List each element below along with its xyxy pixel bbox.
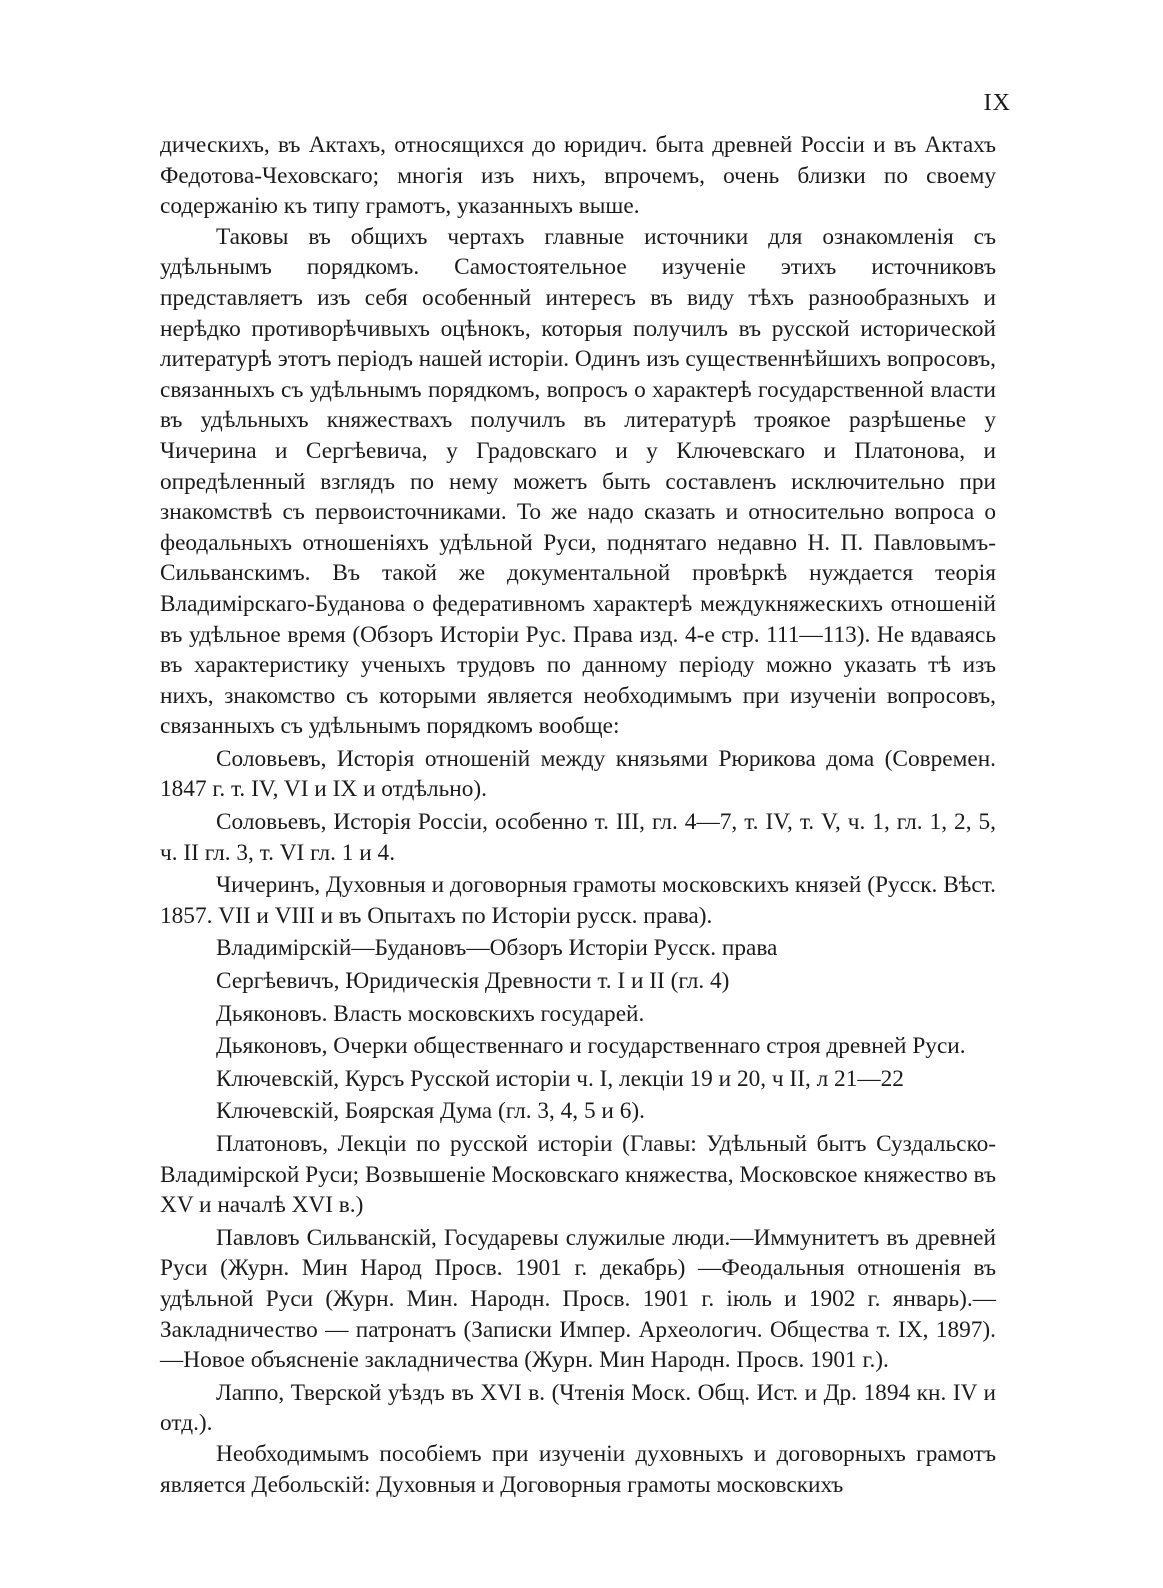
reference-entry: Дьяконовъ. Власть московскихъ государей.	[216, 1000, 645, 1027]
reference-entry: Ключевскій, Боярская Дума (гл. 3, 4, 5 и 6).	[216, 1098, 645, 1125]
reference-entry: Сергѣевичъ, Юридическія Древности т. I и II (гл. 4)	[216, 968, 730, 995]
page-number: IX	[983, 90, 1011, 116]
reference-entry: Соловьевъ, Исторія отношеній между князьями Рюрикова дома (Современ. 1847 г. т. IV, VI и IX и отдѣльно).	[160, 745, 996, 803]
reference-entry: Чичеринъ, Духовныя и договорныя грамоты московскихъ князей (Русск. Вѣст. 1857. VII и VIII и въ Опытахъ по Исторіи русск. права).	[160, 872, 996, 929]
reference-entry: Ключевскій, Курсъ Русской исторіи ч. I, лекціи 19 и 20, ч II, л 21—22	[216, 1065, 904, 1092]
reference-entry: Лаппо, Тверской уѣздъ въ XVI в. (Чтенія Моск. Общ. Ист. и Др. 1894 кн. IV и отд.).	[160, 1379, 996, 1437]
reference-entry: Владимірскій—Будановъ—Обзоръ Исторіи Русск. права	[216, 935, 778, 962]
body-text	[160, 130, 996, 1500]
reference-entry: Павловъ Сильванскій, Государевы служилые люди.—Иммунитетъ въ древней Руси (Журн. Мин Народ Просв. 1901 г. декабрь) —Феодальныя отношенія въ удѣльной Руси (Журн. Мин. Народн. Просв. 1901 г. іюль и 1902 г. январь).—Закладничество — патронатъ (Записки Импер. Археологич. Общества т. IX, 1897).—Новое объясненіе закладничества (Журн. Мин Народн. Просв. 1901 г.).	[160, 1224, 996, 1374]
paragraph-continuation: дическихъ, въ Актахъ, относящихся до юридич. быта древней Россіи и въ Актахъ Федотова-Чеховскаго; многія изъ нихъ, впрочемъ, очень близки по своему содержанію къ типу грамотъ, указанныхъ выше.	[160, 132, 996, 220]
reference-entry: Соловьевъ, Исторія Россіи, особенно т. III, гл. 4—7, т. IV, т. V, ч. 1, гл. 1, 2, 5, ч. II гл. 3, т. VI гл. 1 и 4.	[160, 809, 996, 866]
paragraph-closing: Необходимымъ пособіемъ при изученіи духовныхъ и договорныхъ грамотъ является Дебольскій: Духовныя и Договорныя грамоты московскихъ	[160, 1440, 996, 1498]
reference-entry: Платоновъ, Лекціи по русской исторіи (Главы: Удѣльный бытъ Суздальско-Владимірской Руси; Возвышеніе Московскаго княжества, Московское княжество въ XV и началѣ XVI в.)	[160, 1131, 996, 1219]
paragraph-sources-overview: Таковы въ общихъ чертахъ главные источники для ознакомленія съ удѣльнымъ порядкомъ. Самостоятельное изученіе этихъ источниковъ представляетъ изъ себя особенный интересъ въ виду тѣхъ разнообразныхъ и нерѣдко противорѣчивыхъ оцѣнокъ, которыя получилъ въ русской исторической литературѣ этотъ періодъ нашей исторіи. Одинъ изъ существеннѣйшихъ вопросовъ, связанныхъ съ удѣльнымъ порядкомъ, вопросъ о характерѣ государственной власти въ удѣльныхъ княжествахъ получилъ въ литературѣ троякое разрѣшенье у Чичерина и Сергѣевича, у Градовскаго и у Ключевскаго и Платонова, и опредѣленный взглядъ по нему можетъ быть составленъ исключительно при знакомствѣ съ первоисточниками. То же надо сказать и относительно вопроса о феодальныхъ отношеніяхъ удѣльной Руси, поднятаго недавно Н. П. Павловымъ-Сильванскимъ. Въ такой же документальной провѣркѣ нуждается теорія Владимірскаго-Буданова о федеративномъ характерѣ междукняжескихъ отношеній въ удѣльное время (Обзоръ Исторіи Рус. Права изд. 4-е стр. 111—113). Не вдаваясь въ характеристику ученыхъ трудовъ по данному періоду можно указать тѣ изъ нихъ, знакомство съ которыми является необходимымъ при изученіи вопросовъ, связанныхъ съ удѣльнымъ порядкомъ вообще:	[160, 223, 996, 740]
reference-entry: Дьяконовъ, Очерки общественнаго и государственнаго строя древней Руси.	[216, 1033, 966, 1060]
